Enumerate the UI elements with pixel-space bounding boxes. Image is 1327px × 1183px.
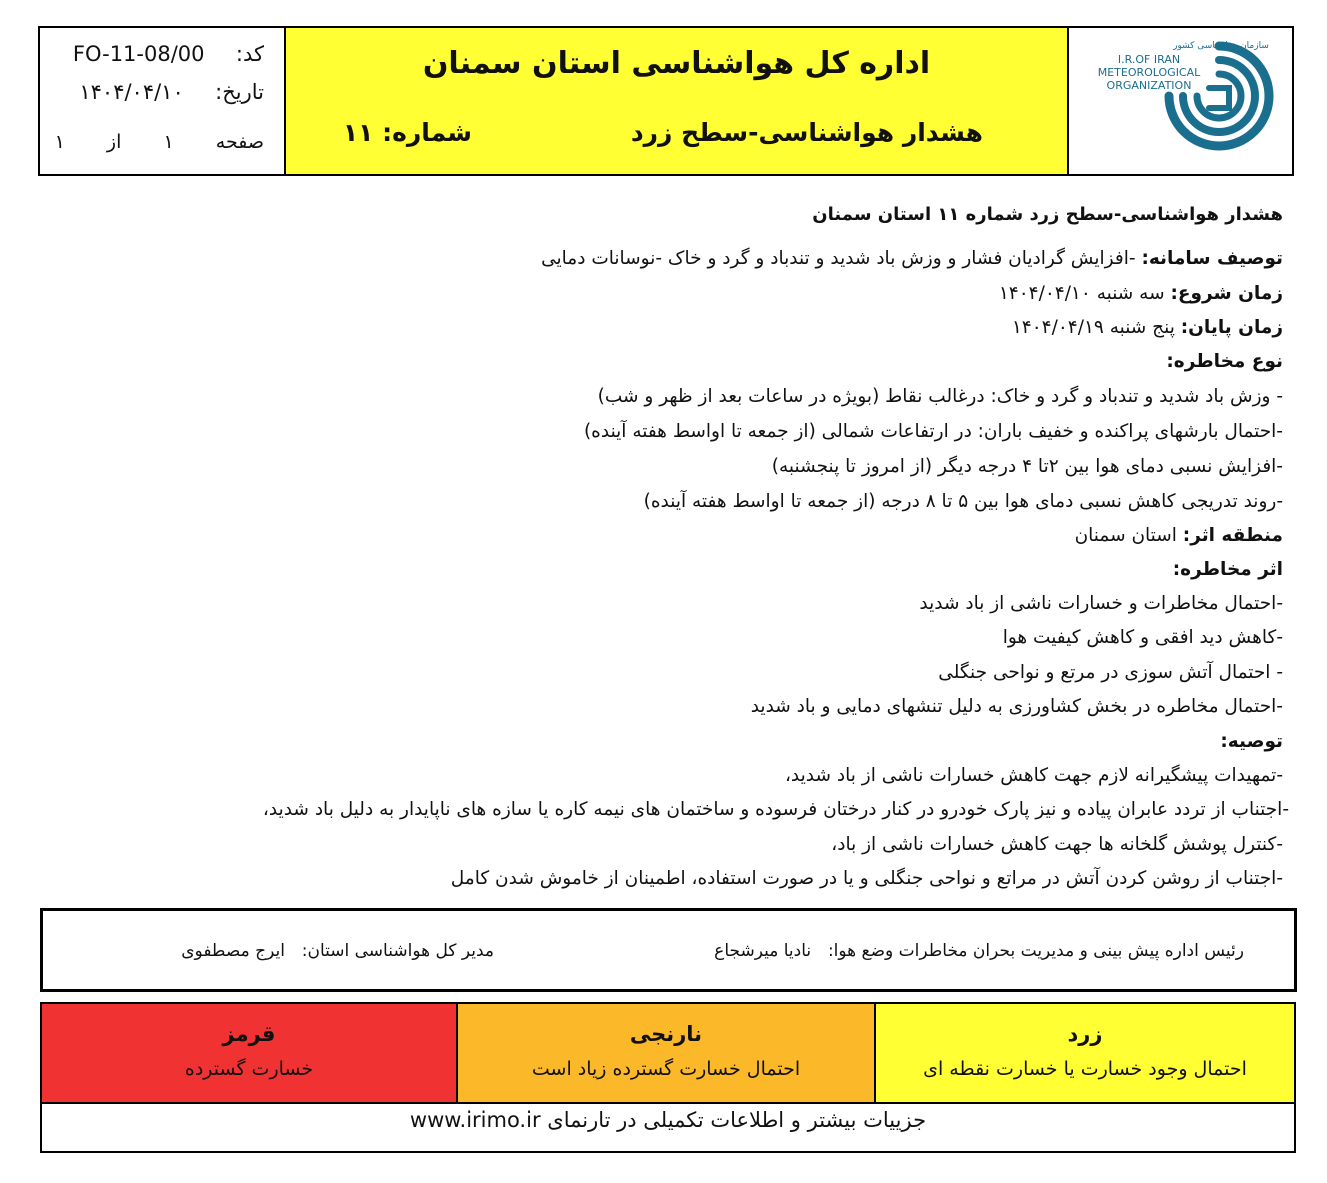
alert-heading: هشدار هواشناسی-سطح زرد شماره ۱۱ استان سمنان [812, 204, 1283, 225]
hazard-type-item: -احتمال بارشهای پراکنده و خفیف باران: در ارتفاعات شمالی (از جمعه تا اواسط هفته آینده) [583, 421, 1283, 442]
website-footer: جزییات بیشتر و اطلاعات تکمیلی در تارنمای www.irimo.ir [409, 1108, 927, 1132]
signature-box [40, 908, 1297, 992]
effect-item: -کاهش دید افقی و کاهش کیفیت هوا [1002, 627, 1283, 648]
document-meta [40, 28, 286, 174]
level-orange [456, 1004, 876, 1104]
system-value: -افزایش گرادیان فشار و وزش باد شدید و تندباد و گرد و خاک -نوسانات دمایی [541, 248, 1142, 269]
hazard-type-item: -روند تدریجی کاهش نسبی دمای هوا بین ۵ تا ۸ درجه (از جمعه تا اواسط هفته آینده) [643, 491, 1283, 512]
advice-item: -کنترل پوشش گلخانه ها جهت کاهش خسارات ناشی از باد، [831, 834, 1283, 855]
system-label: توصیف سامانه: [1141, 248, 1283, 269]
date-value: ۱۴۰۴/۰۴/۱۰ [79, 80, 184, 104]
level-red-name: قرمز [222, 1022, 276, 1046]
page-title: اداره کل هواشناسی استان سمنان [422, 46, 931, 81]
logo-text-en-2: METEOROLOGICAL [1097, 66, 1201, 79]
code-value: FO-11-08/00 [72, 42, 205, 66]
logo-area [1069, 28, 1292, 174]
page-total: ۱ [54, 131, 65, 153]
effect-label: اثر مخاطره: [1172, 559, 1283, 580]
advice-item: -تمهیدات پیشگیرانه لازم جهت کاهش خسارات ناشی از باد شدید، [784, 765, 1283, 786]
level-red [42, 1004, 456, 1104]
header-box [38, 26, 1294, 176]
page-label: صفحه [215, 131, 264, 153]
code-label: کد: [235, 42, 264, 66]
director-title: مدیر کل هواشناسی استان: [301, 941, 494, 961]
region-value: استان سمنان [1074, 525, 1183, 546]
page-of: از [106, 131, 122, 153]
level-yellow-desc: احتمال وجود خسارت یا خسارت نقطه ای [923, 1058, 1247, 1080]
header-title-band [286, 28, 1069, 174]
system-description [541, 248, 1283, 269]
start-value: سه شنبه ۱۴۰۴/۰۴/۱۰ [998, 283, 1171, 304]
end-value: پنج شنبه ۱۴۰۴/۰۴/۱۹ [1011, 317, 1181, 338]
logo-text-en-3: ORGANIZATION [1106, 79, 1192, 92]
logo-text-fa: سازمان هواشناسی کشور [1173, 41, 1269, 51]
code-row [73, 42, 264, 66]
level-yellow [876, 1004, 1294, 1104]
hazard-type-item: - وزش باد شدید و تندباد و گرد و خاک: درغالب نقاط (بویژه در ساعات بعد از ظهر و شب) [597, 386, 1283, 407]
end-label: زمان پایان: [1180, 317, 1283, 338]
hazard-type-label: نوع مخاطره: [1166, 351, 1283, 372]
director-signature [181, 941, 494, 961]
alert-level-legend [40, 1002, 1296, 1153]
advice-label: توصیه: [1220, 731, 1283, 752]
alert-level-title: هشدار هواشناسی-سطح زرد [630, 118, 983, 147]
forecast-head-signature [714, 941, 1244, 961]
director-name: ایرج مصطفوی [181, 941, 285, 961]
hazard-type-item: -افزایش نسبی دمای هوا بین ۲تا ۴ درجه دیگر (از امروز تا پنجشنبه) [771, 456, 1283, 477]
effect-item: - احتمال آتش سوزی در مرتع و نواحی جنگلی [938, 662, 1283, 683]
logo-text-en-1: I.R.OF IRAN [1117, 53, 1181, 66]
level-orange-name: نارنجی [629, 1022, 703, 1046]
advice-item: -اجتناب از روشن کردن آتش در مراتع و نواحی جنگلی و یا در صورت استفاده، اطمینان از خاموش شدن کامل [450, 868, 1283, 889]
start-label: زمان شروع: [1170, 283, 1283, 304]
advice-item: -اجتناب از تردد عابران پیاده و نیز پارک خودرو در کنار درختان فرسوده و ساختمان های نیمه کاره یا سازه های ناپایدار به دلیل باد شدید، [262, 799, 1289, 820]
affected-region [1075, 525, 1283, 546]
effect-item: -احتمال مخاطره در بخش کشاورزی به دلیل تنشهای دمایی و باد شدید [750, 696, 1283, 717]
region-label: منطقه اثر: [1182, 525, 1283, 546]
level-orange-desc: احتمال خسارت گسترده زیاد است [531, 1058, 801, 1080]
level-yellow-name: زرد [1067, 1022, 1103, 1046]
effect-item: -احتمال مخاطرات و خسارات ناشی از باد شدید [919, 593, 1283, 614]
page-row [55, 131, 264, 153]
meteorological-organization-logo [1069, 28, 1292, 174]
forecast-head-title: رئیس اداره پیش بینی و مدیریت بحران مخاطرات وضع هوا: [827, 941, 1244, 961]
level-red-desc: خسارت گسترده [184, 1058, 314, 1080]
date-row [79, 80, 264, 104]
start-time [999, 283, 1283, 304]
forecast-head-name: نادیا میرشجاع [714, 941, 812, 961]
end-time [1012, 317, 1283, 338]
page-current: ۱ [163, 131, 174, 153]
alert-number: شماره: ۱۱ [342, 118, 472, 147]
date-label: تاریخ: [215, 80, 264, 104]
